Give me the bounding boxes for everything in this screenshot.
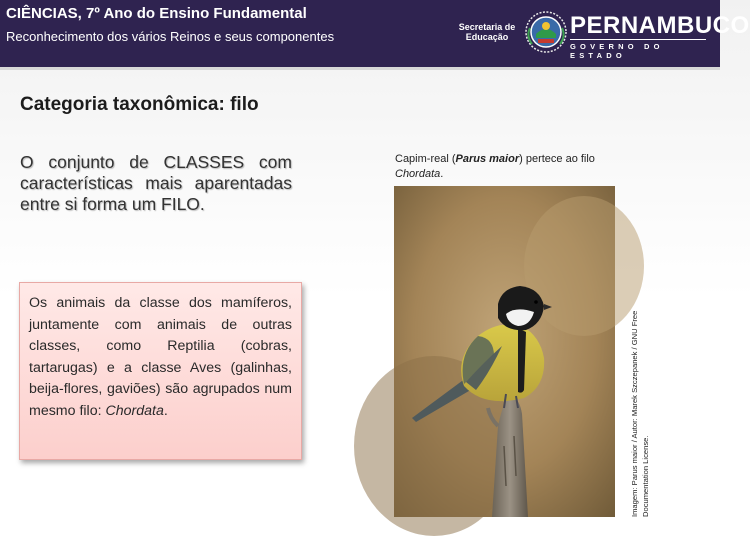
course-title: CIÊNCIAS, 7º Ano do Ensino Fundamental [6, 5, 307, 22]
great-tit-photo [394, 186, 615, 517]
image-credit: Imagem: Parus maior / Autor: Marek Szczepanek / GNU Free Documentation License. [630, 310, 650, 517]
info-box-text: Os animais da classe dos mamíferos, juntamente com animais de outras classes, como Reptilia (cobras, tartarugas) e a classe Aves (galinhas, beija-flores, gaviões) são agrupados num mesmo filo: Chordata. [29, 295, 292, 419]
government-logo [452, 10, 750, 60]
secretaria-label: Secretaria de Educação [458, 22, 516, 42]
species-name: Parus maior [455, 153, 520, 165]
slide-heading: Categoria taxonômica: filo [20, 94, 259, 115]
state-emblem-icon [524, 10, 568, 54]
phylum-term: Chordata [105, 402, 164, 419]
info-box [19, 282, 302, 460]
image-caption: Capim-real (Parus maior) pertece ao filo Chordata. [395, 153, 595, 180]
state-name: PERNAMBUCO [570, 12, 750, 39]
logo-divider [570, 39, 706, 40]
state-subtitle: GOVERNO DO ESTADO [570, 42, 664, 60]
intro-text: O conjunto de CLASSES com características mais aparentadas entre si forma um FILO. [20, 152, 292, 214]
phylum-name: Chordata [395, 168, 441, 180]
course-subtitle: Reconhecimento dos vários Reinos e seus componentes [6, 29, 335, 44]
slide-header [0, 0, 750, 70]
